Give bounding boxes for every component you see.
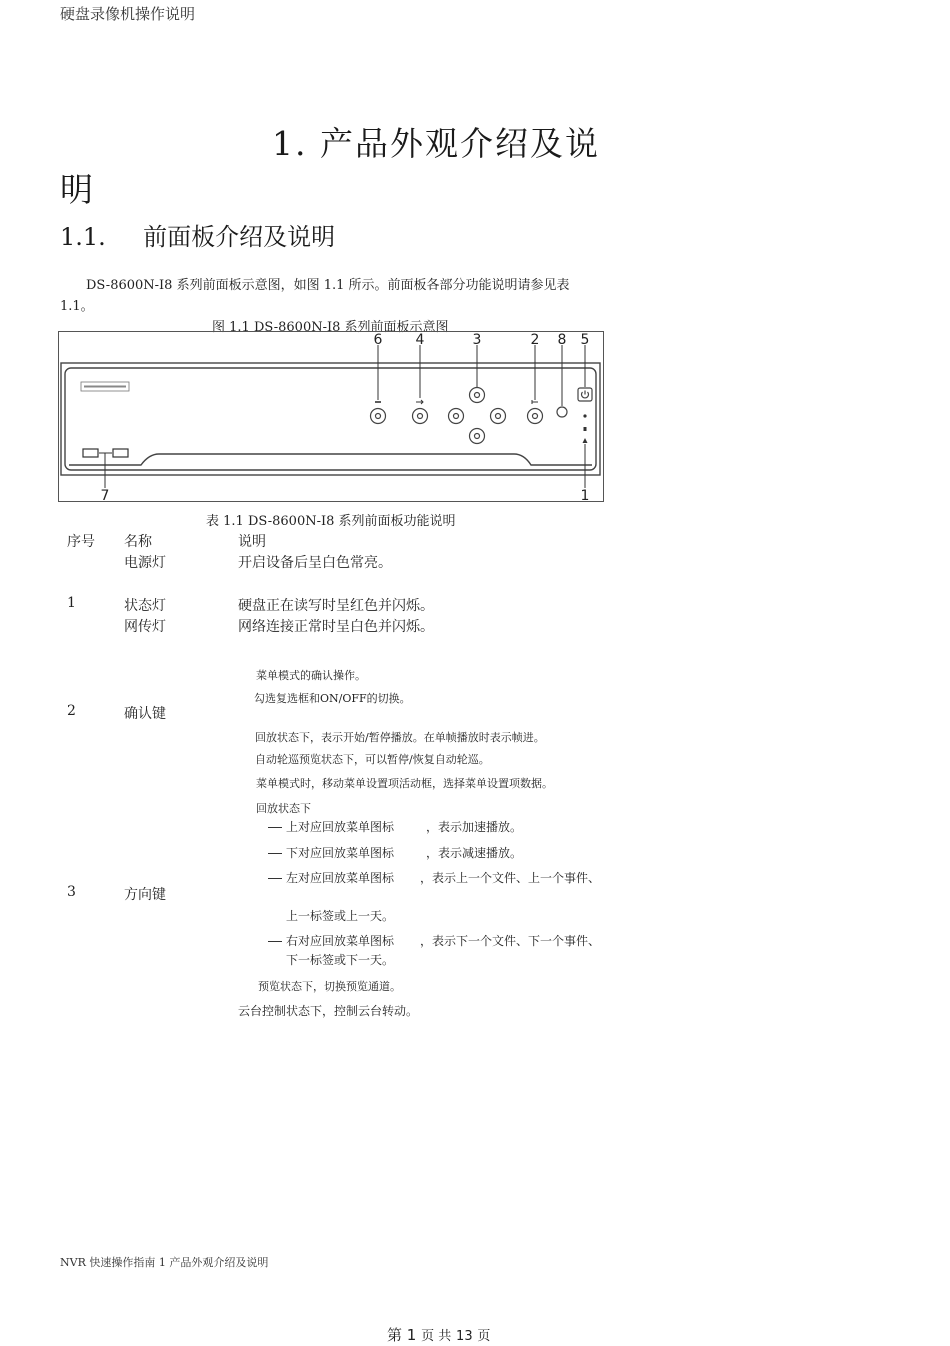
footer-doc-title: NVR 快速操作指南 1 产品外观介绍及说明 xyxy=(60,1256,269,1269)
callout-4: 4 xyxy=(415,332,425,348)
table-header-desc: 说明 xyxy=(238,534,266,550)
button-4 xyxy=(413,409,428,424)
row3-right-left: 右对应回放菜单图标 xyxy=(268,932,394,949)
row3-index: 3 xyxy=(67,884,76,900)
row3-playback-label: 回放状态下 xyxy=(256,802,311,815)
front-panel-figure xyxy=(58,331,604,502)
row1-name-power-light: 电源灯 xyxy=(124,555,166,571)
row3-left-cont: 上一标签或上一天。 xyxy=(286,909,395,923)
intro-line2: 1.1。 xyxy=(60,299,94,314)
row2-line1: 菜单模式的确认操作。 xyxy=(256,669,366,682)
section-title-text: 前面板介绍及说明 xyxy=(143,223,336,251)
callout-7: 7 xyxy=(100,488,110,501)
direction-right-button xyxy=(491,409,506,424)
row2-line2: 勾选复选框和ON/OFF的切换。 xyxy=(254,692,411,705)
row3-name: 方向键 xyxy=(124,887,166,903)
row3-left-right: ，表示上一个文件、上一个事件、 xyxy=(420,871,601,885)
callout-2: 2 xyxy=(530,332,540,348)
chapter-title-line2: 明 xyxy=(60,170,93,209)
usb-port xyxy=(113,449,128,457)
direction-up-button xyxy=(470,388,485,403)
table-header-index: 序号 xyxy=(67,534,95,550)
chapter-title-line1: 1. 产品外观介绍及说 xyxy=(272,124,600,163)
section-number: 1.1. xyxy=(60,223,106,251)
intro-line1: DS-8600N-I8 系列前面板示意图，如图 1.1 所示。前面板各部分功能说明请参见表 xyxy=(86,278,570,293)
row1-desc-power-light: 开启设备后呈白色常亮。 xyxy=(238,555,392,571)
callout-3: 3 xyxy=(472,332,482,348)
row2-index: 2 xyxy=(67,703,76,719)
footer-page-number: 第 1 页 共 13 页 xyxy=(387,1326,491,1344)
row3-down-left: 下对应回放菜单图标 xyxy=(268,844,394,861)
callout-8: 8 xyxy=(557,332,567,348)
row1-desc-status-light: 硬盘正在读写时呈红色并闪烁。 xyxy=(238,598,434,614)
callout-6: 6 xyxy=(373,332,383,348)
button-6 xyxy=(371,409,386,424)
row1-desc-network-light: 网络连接正常时呈白色并闪烁。 xyxy=(238,619,434,635)
row3-left-left: 左对应回放菜单图标 xyxy=(268,869,394,886)
indicator-status xyxy=(584,427,587,431)
row3-down-right: ，表示减速播放。 xyxy=(426,846,523,860)
front-panel-drawing xyxy=(59,332,603,501)
row3-menu-line: 菜单模式时，移动菜单设置项活动框，选择菜单设置项数据。 xyxy=(256,777,553,790)
row1-name-network-light: 网传灯 xyxy=(124,619,166,635)
callout-5: 5 xyxy=(580,332,590,348)
usb-port xyxy=(83,449,98,457)
row3-preview-line: 预览状态下，切换预览通道。 xyxy=(258,980,401,993)
row3-right-cont: 下一标签或下一天。 xyxy=(286,953,395,967)
direction-left-button xyxy=(449,409,464,424)
callout-1: 1 xyxy=(580,488,590,501)
figure-caption: 图 1.1 DS-8600N-I8 系列前面板示意图 xyxy=(212,320,449,335)
running-header: 硬盘录像机操作说明 xyxy=(60,5,196,23)
direction-down-button xyxy=(470,429,485,444)
enter-button xyxy=(528,409,543,424)
table-caption: 表 1.1 DS-8600N-I8 系列前面板功能说明 xyxy=(206,514,456,529)
section-title xyxy=(60,217,335,252)
row3-up-right: ，表示加速播放。 xyxy=(426,820,523,834)
row3-up-left: 上对应回放菜单图标 xyxy=(268,818,394,835)
ir-receiver xyxy=(557,407,567,417)
row2-name: 确认键 xyxy=(124,706,166,722)
row2-line3: 回放状态下，表示开始/暂停播放。在单帧播放时表示帧进。 xyxy=(255,731,545,744)
row2-line4: 自动轮巡预览状态下，可以暂停/恢复自动轮巡。 xyxy=(255,753,490,766)
row3-ptz-line: 云台控制状态下，控制云台转动。 xyxy=(238,1004,419,1018)
row3-right-right: ，表示下一个文件、下一个事件、 xyxy=(420,934,601,948)
table-header-name: 名称 xyxy=(124,534,152,550)
row1-index: 1 xyxy=(67,595,76,611)
row1-name-status-light: 状态灯 xyxy=(124,598,166,614)
indicator-power xyxy=(583,414,586,417)
indicator-network xyxy=(583,438,588,443)
